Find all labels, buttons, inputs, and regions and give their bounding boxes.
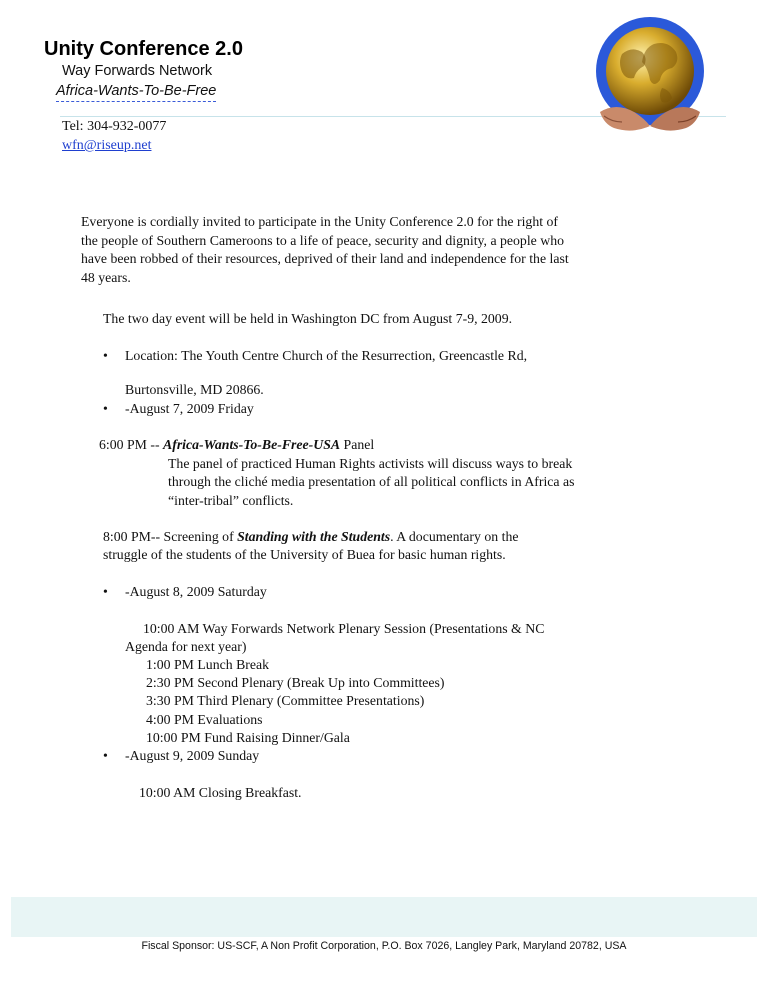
bullet-marker: • <box>103 348 108 363</box>
schedule-item: 4:00 PM Evaluations <box>146 712 263 727</box>
event-dates: The two day event will be held in Washington DC from August 7-9, 2009. <box>103 311 513 326</box>
screening-title: Standing with the Students <box>237 529 391 544</box>
panel-time: 6:00 PM -- <box>99 437 164 452</box>
day3-heading: -August 9, 2009 Sunday <box>125 748 260 763</box>
footer-band <box>11 897 757 937</box>
panel-desc-3: “inter-tribal” conflicts. <box>168 493 294 508</box>
location-line-2: Burtonsville, MD 20866. <box>125 382 264 397</box>
intro-line-2: the people of Southern Cameroons to a life of peace, security and dignity, a people who <box>81 233 564 248</box>
intro-line-1: Everyone is cordially invited to participate in the Unity Conference 2.0 for the right of <box>81 214 558 229</box>
slogan: Africa-Wants-To-Be-Free <box>56 83 216 102</box>
intro-line-3: have been robbed of their resources, deprived of their land and independence for the last <box>81 251 569 266</box>
plenary-line-2: Agenda for next year) <box>125 639 247 654</box>
screening-line <box>103 527 518 546</box>
screening-suffix: . A documentary on the <box>390 529 519 544</box>
day2-heading: -August 8, 2009 Saturday <box>125 584 267 599</box>
day1-heading: -August 7, 2009 Friday <box>125 401 254 416</box>
screening-line-2: struggle of the students of the University of Buea for basic human rights. <box>103 547 506 562</box>
location-line-1: Location: The Youth Centre Church of the Resurrection, Greencastle Rd, <box>125 348 528 363</box>
schedule-item: 3:30 PM Third Plenary (Committee Presentations) <box>146 693 425 708</box>
bullet-marker: • <box>103 748 108 763</box>
bullet-marker: • <box>103 401 108 416</box>
panel-desc-2: through the cliché media presentation of all political conflicts in Africa as <box>168 474 575 489</box>
network-name: Way Forwards Network <box>62 63 213 79</box>
schedule-item: 2:30 PM Second Plenary (Break Up into Committees) <box>146 675 445 690</box>
schedule-item: 10:00 PM Fund Raising Dinner/Gala <box>146 730 350 745</box>
screening-time: 8:00 PM-- Screening of <box>103 529 238 544</box>
plenary-line-1: 10:00 AM Way Forwards Network Plenary Session (Presentations & NC <box>143 621 545 636</box>
intro-line-4: 48 years. <box>81 270 131 285</box>
email-link[interactable]: wfn@riseup.net <box>62 138 152 153</box>
panel-desc-1: The panel of practiced Human Rights activists will discuss ways to break <box>168 456 573 471</box>
conference-title: Unity Conference 2.0 <box>44 38 243 60</box>
globe-in-hands-icon <box>592 16 708 140</box>
closing-breakfast: 10:00 AM Closing Breakfast. <box>139 785 302 800</box>
schedule-item: 1:00 PM Lunch Break <box>146 657 270 672</box>
panel-suffix: Panel <box>340 437 375 452</box>
panel-line <box>99 435 374 454</box>
phone-number: Tel: 304-932-0077 <box>62 119 167 134</box>
bullet-marker: • <box>103 584 108 599</box>
panel-name: Africa-Wants-To-Be-Free-USA <box>163 437 341 452</box>
fiscal-sponsor: Fiscal Sponsor: US-SCF, A Non Profit Corporation, P.O. Box 7026, Langley Park, Maryland 20782, USA <box>141 940 627 952</box>
